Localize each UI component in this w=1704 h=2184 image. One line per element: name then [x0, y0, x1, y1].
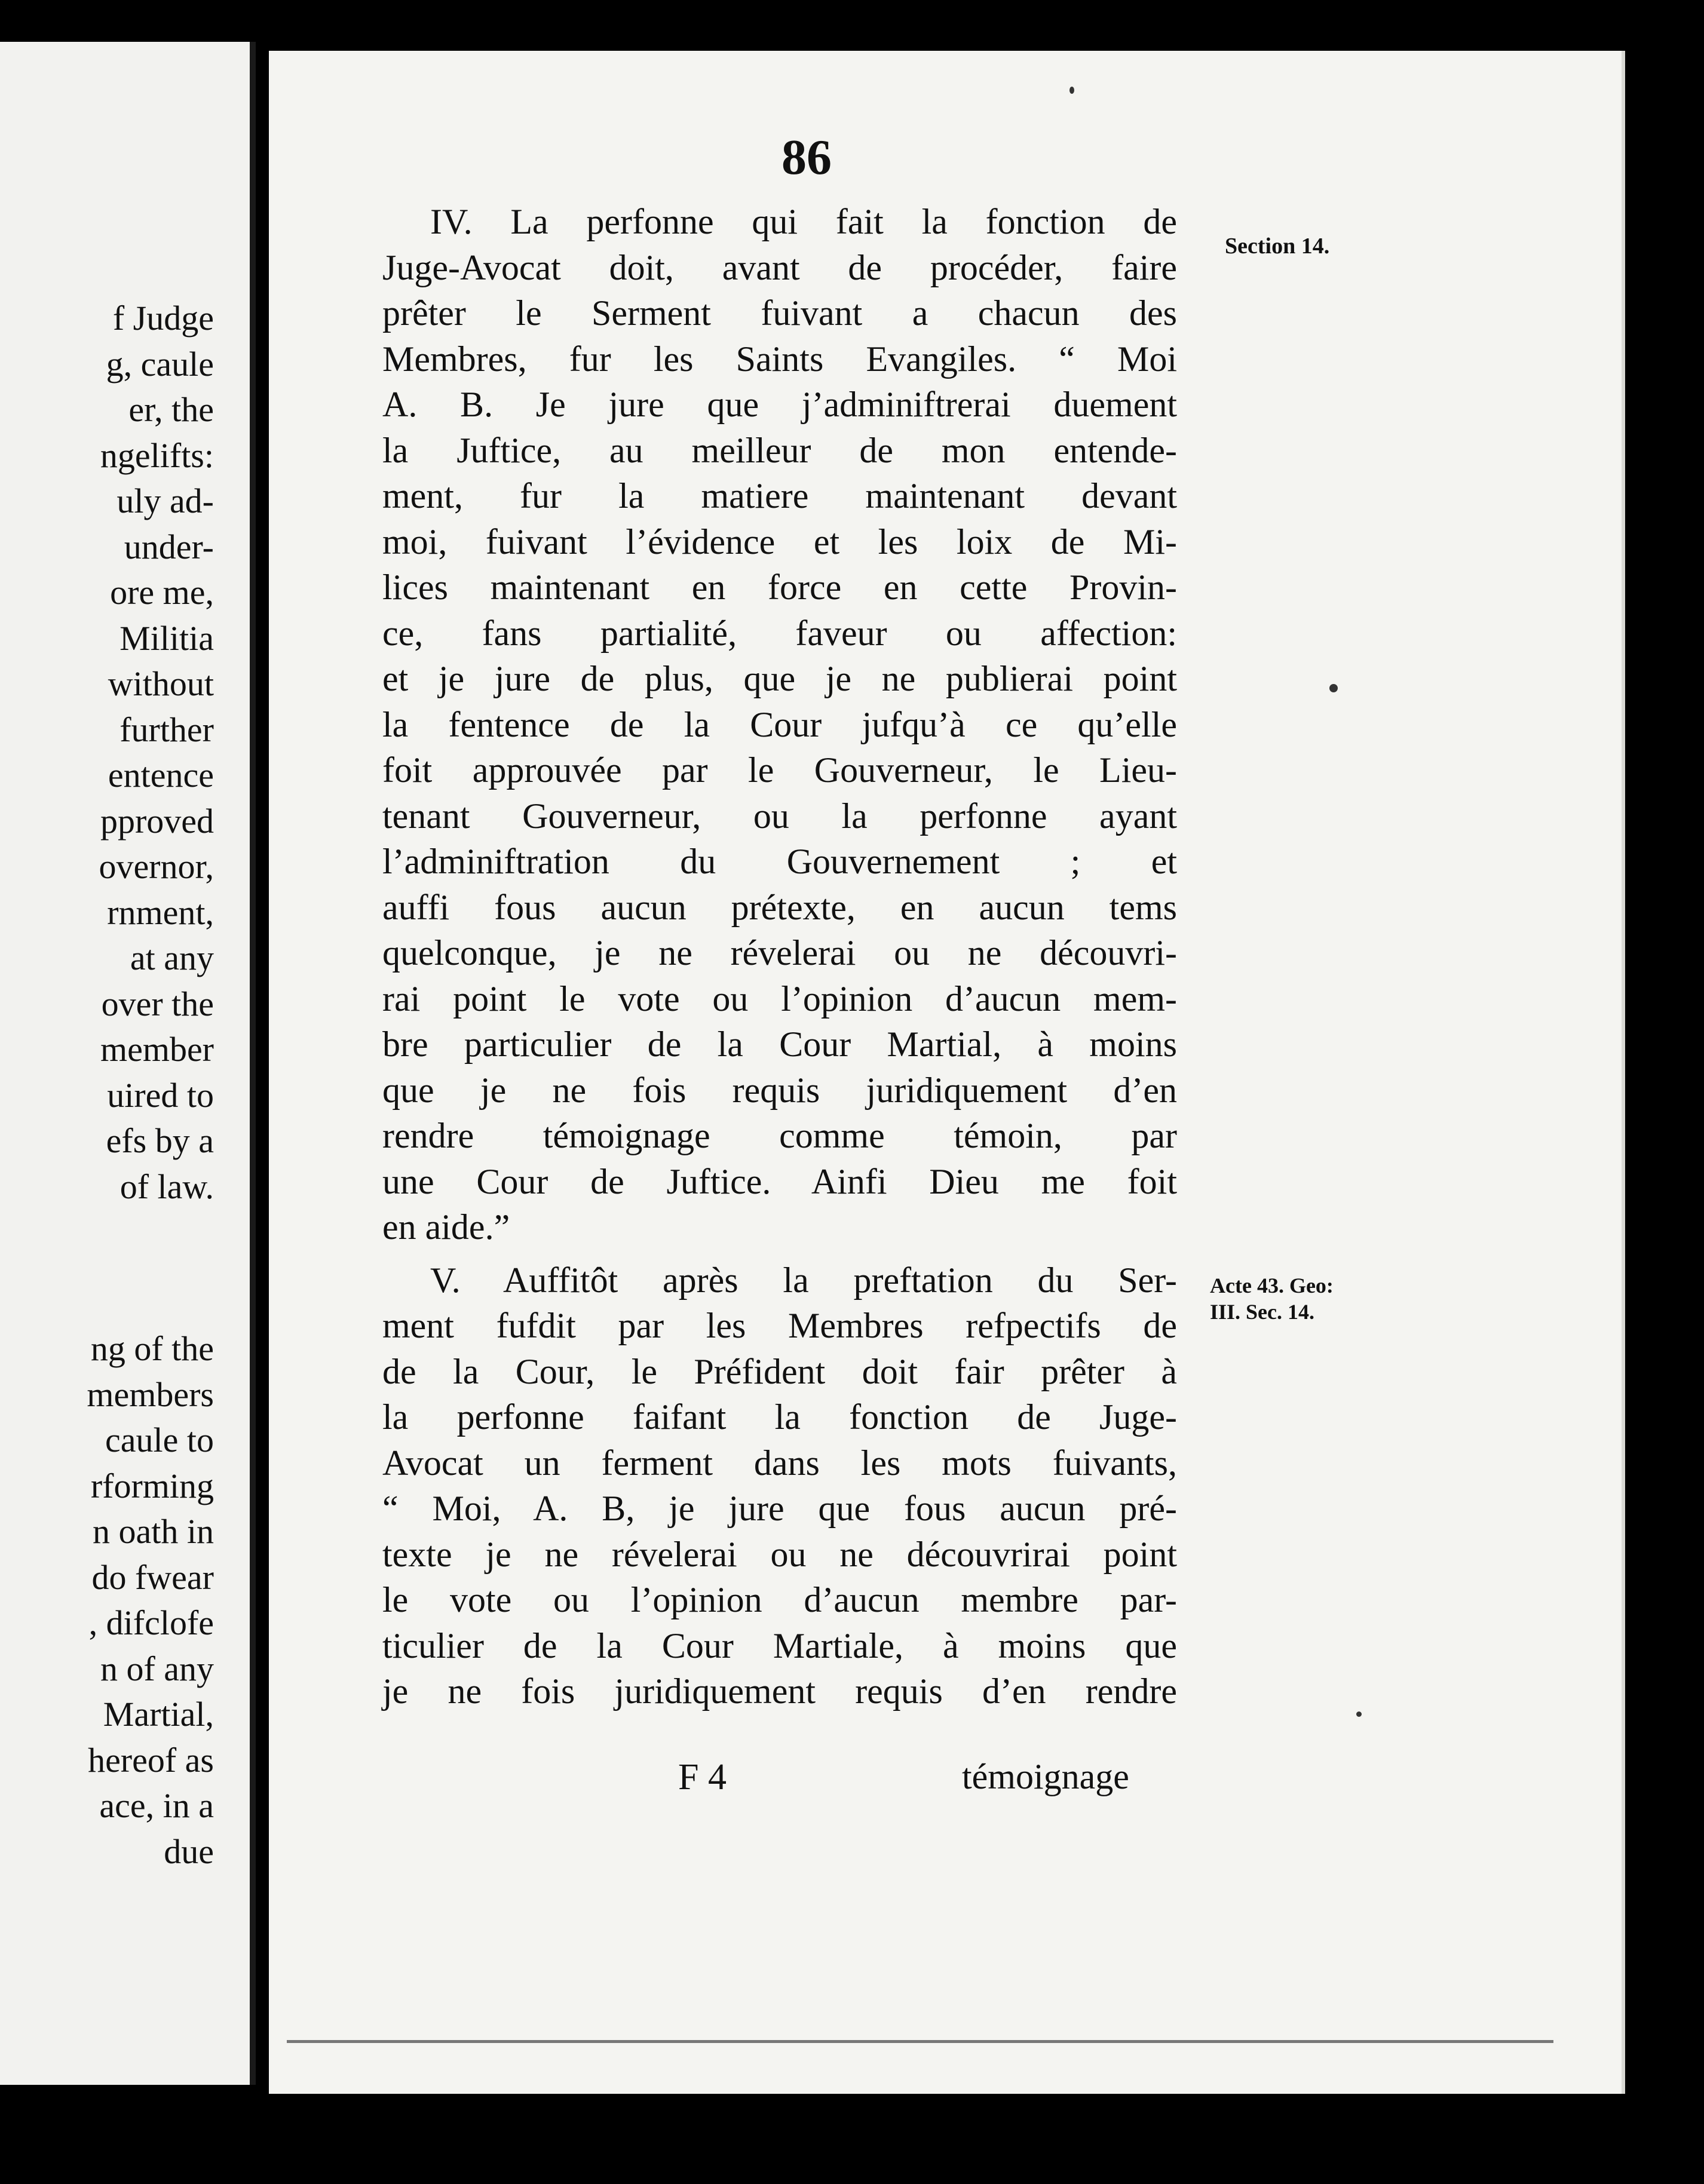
previous-page-line: n of any [100, 1649, 214, 1688]
previous-page-line: entence [108, 756, 214, 795]
paper-speck [1329, 684, 1338, 692]
previous-page-line: f Judge [112, 299, 214, 338]
previous-page-line: ng of the [90, 1329, 214, 1368]
text-line: une Cour de Juftice. Ainfi Dieu me foit [382, 1161, 1177, 1201]
text-line: l’adminiftration du Gouvernement ; et [382, 842, 1177, 881]
text-line: rai point le vote ou l’opinion d’aucun mem- [382, 978, 1177, 1019]
text-line: Avocat un ferment dans les mots fuivants, [382, 1443, 1177, 1483]
text-line: le vote ou l’opinion d’aucun membre par- [382, 1580, 1177, 1619]
previous-page-line: do fwear [91, 1557, 214, 1597]
text-line: auffi fous aucun prétexte, en aucun tems [382, 887, 1177, 927]
text-line: ce, fans partialité, faveur ou affection: [382, 613, 1177, 653]
paragraph-iv [382, 199, 1177, 1250]
previous-page-line: caule to [105, 1421, 214, 1459]
text-line: ment, fur la matiere maintenant devant [382, 476, 1177, 516]
text-line: rendre témoignage comme témoin, par [382, 1116, 1177, 1155]
text-line: ment fufdit par les Membres refpectifs de [382, 1306, 1177, 1345]
previous-page-text-bottom [0, 1326, 214, 1875]
text-line: tenant Gouverneur, ou la perfonne ayant [382, 796, 1177, 836]
text-line: prêter le Serment fuivant a chacun des [382, 293, 1177, 333]
catchword: témoignage [962, 1757, 1129, 1796]
previous-page-line: pproved [100, 801, 214, 841]
text-line: ticulier de la Cour Martiale, à moins que [382, 1625, 1177, 1665]
text-line: en aide.” [382, 1207, 510, 1247]
text-line: que je ne fois requis juridiquement d’en [382, 1070, 1177, 1110]
text-line: je ne fois juridiquement requis d’en rendre [382, 1671, 1177, 1711]
previous-page-line: Militia [119, 618, 214, 658]
previous-page-line: Martial, [103, 1695, 214, 1734]
book-page [269, 51, 1625, 2094]
text-line: V. Auffitôt après la preftation du Ser- [430, 1260, 1177, 1300]
paragraph-v [382, 1257, 1177, 1714]
text-line: la Juftice, au meilleur de mon entende- [382, 430, 1177, 470]
previous-page-line: under- [124, 527, 214, 566]
previous-page-line: rforming [90, 1466, 214, 1505]
page-bottom-edge [287, 2040, 1553, 2043]
previous-page-line: at any [130, 938, 214, 977]
previous-page-line: hereof as [88, 1740, 214, 1780]
text-line: lices maintenant en force en cette Provin- [382, 568, 1177, 607]
text-line: A. B. Je jure que j’adminiftrerai duement [382, 385, 1177, 424]
previous-page-line: uired to [107, 1075, 214, 1115]
previous-page-line: members [87, 1375, 214, 1414]
signature-mark: F 4 [678, 1757, 727, 1797]
previous-page-line: n oath in [93, 1512, 214, 1551]
previous-page-line: ace, in a [99, 1786, 214, 1825]
previous-page-line: efs by a [106, 1121, 214, 1160]
page-number: 86 [781, 130, 832, 185]
text-line: foit approuvée par le Gouverneur, le Lieu- [382, 750, 1177, 790]
text-line: la perfonne faifant la fonction de Juge- [382, 1397, 1177, 1437]
text-line: Juge-Avocat doit, avant de procéder, faire [382, 247, 1177, 287]
text-line: bre particulier de la Cour Martial, à moins [382, 1024, 1177, 1064]
paper-speck [1069, 87, 1074, 94]
previous-page-line: further [119, 710, 214, 749]
text-line: texte je ne révelerai ou ne découvrirai point [382, 1534, 1177, 1574]
margin-note-acte-line2: III. Sec. 14. [1210, 1300, 1315, 1324]
previous-page-line: ore me, [110, 573, 214, 612]
previous-page-line: due [164, 1832, 214, 1871]
text-line: “ Moi, A. B, je jure que fous aucun pré- [382, 1489, 1177, 1528]
margin-note-acte [1210, 1272, 1334, 1325]
previous-page-text-top [0, 296, 214, 1210]
margin-note-section: Section 14. [1225, 234, 1330, 259]
text-line: Membres, fur les Saints Evangiles. “ Moi [382, 339, 1177, 379]
previous-page-line: er, the [128, 390, 214, 429]
paper-speck [1356, 1711, 1362, 1717]
text-line: de la Cour, le Préfident doit fair prêter à [382, 1351, 1177, 1391]
previous-page-line: without [108, 664, 214, 703]
previous-page-line: rnment, [107, 892, 214, 932]
previous-page-fragment [0, 42, 256, 2085]
previous-page-line: uly ad- [117, 481, 214, 520]
previous-page-line: overnor, [99, 847, 214, 886]
body-text [382, 199, 1177, 1714]
text-line: quelconque, je ne révelerai ou ne découvri- [382, 933, 1177, 973]
previous-page-line: over the [101, 984, 214, 1023]
previous-page-line: member [100, 1030, 214, 1069]
previous-page-line: ngelifts: [100, 435, 214, 475]
text-line: IV. La perfonne qui fait la fonction de [430, 202, 1177, 241]
margin-note-acte-line1: Acte 43. Geo: [1210, 1274, 1334, 1297]
previous-page-line: g, caule [106, 344, 214, 384]
previous-page-line: , difclofe [88, 1603, 214, 1642]
text-line: et je jure de plus, que je ne publierai point [382, 659, 1177, 698]
text-line: la fentence de la Cour jufqu’à ce qu’elle [382, 704, 1177, 744]
previous-page-line: of law. [119, 1167, 214, 1206]
text-line: moi, fuivant l’évidence et les loix de Mi- [382, 522, 1177, 562]
